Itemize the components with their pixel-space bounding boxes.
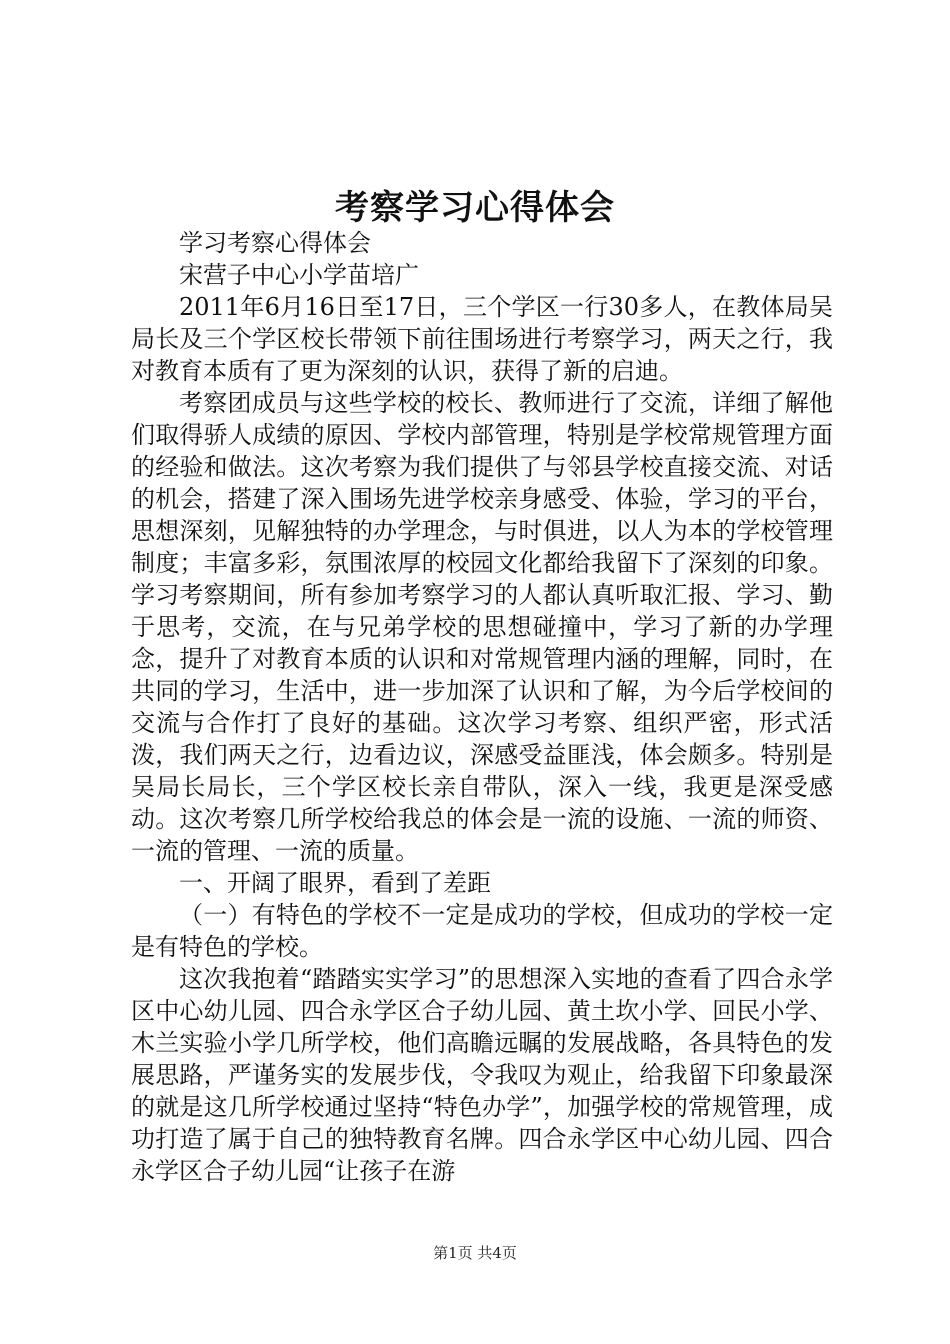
section-heading: 一、开阔了眼界，看到了差距 [179,869,491,897]
paragraph: 2011年6月16日至17日，三个学区一行30多人，在教体局吴局长及三个学区校长带领下前往围场进行考察学习，两天之行，我对教育本质有了更为深刻的认识，获得了新的启迪。 [131,293,833,385]
paragraph: 考察团成员与这些学校的校长、教师进行了交流，详细了解他们取得骄人成绩的原因、学校内部管理，特别是学校常规管理方面的经验和做法。这次考察为我们提供了与邻县学校直接交流、对话的机会，搭建了深入围场先进学校亲身感受、体验，学习的平台，思想深刻，见解独特的办学理念，与时俱进，以人为本的学校管理制度；丰富多彩，氛围浓厚的校园文化都给我留下了深刻的印象。学习考察期间，所有参加考察学习的人都认真听取汇报、学习、勤于思考，交流，在与兄弟学校的思想碰撞中，学习了新的办学理念，提升了对教育本质的认识和对常规管理内涵的理解，同时，在共同的学习，生活中，进一步加深了认识和了解，为今后学校间的交流与合作打了良好的基础。这次学习考察、组织严密，形式活泼，我们两天之行，边看边议，深感受益匪浅，体会颇多。特别是吴局长局长，三个学区校长亲自带队，深入一线，我更是深受感动。这次考察几所学校给我总的体会是一流的设施、一流的师资、一流的管理、一流的质量。 [131,389,833,865]
document-body [131,227,833,1187]
page-number-footer: 第1页 共4页 [433,1244,517,1262]
subsection-heading: （一）有特色的学校不一定是成功的学校，但成功的学校一定是有特色的学校。 [131,901,833,961]
subtitle-line: 学习考察心得体会 [179,229,371,257]
document-title: 考察学习心得体会 [335,188,615,228]
author-line: 宋营子中心小学苗培广 [179,261,419,289]
paragraph: 这次我抱着“踏踏实实学习”的思想深入实地的查看了四合永学区中心幼儿园、四合永学区合子幼儿园、黄土坎小学、回民小学、木兰实验小学几所学校，他们高瞻远瞩的发展战略，各具特色的发展思路，严谨务实的发展步伐，令我叹为观止，给我留下印象最深的就是这几所学校通过坚持“特色办学”，加强学校的常规管理，成功打造了属于自己的独特教育名牌。四合永学区中心幼儿园、四合永学区合子幼儿园“让孩子在游 [131,965,833,1185]
